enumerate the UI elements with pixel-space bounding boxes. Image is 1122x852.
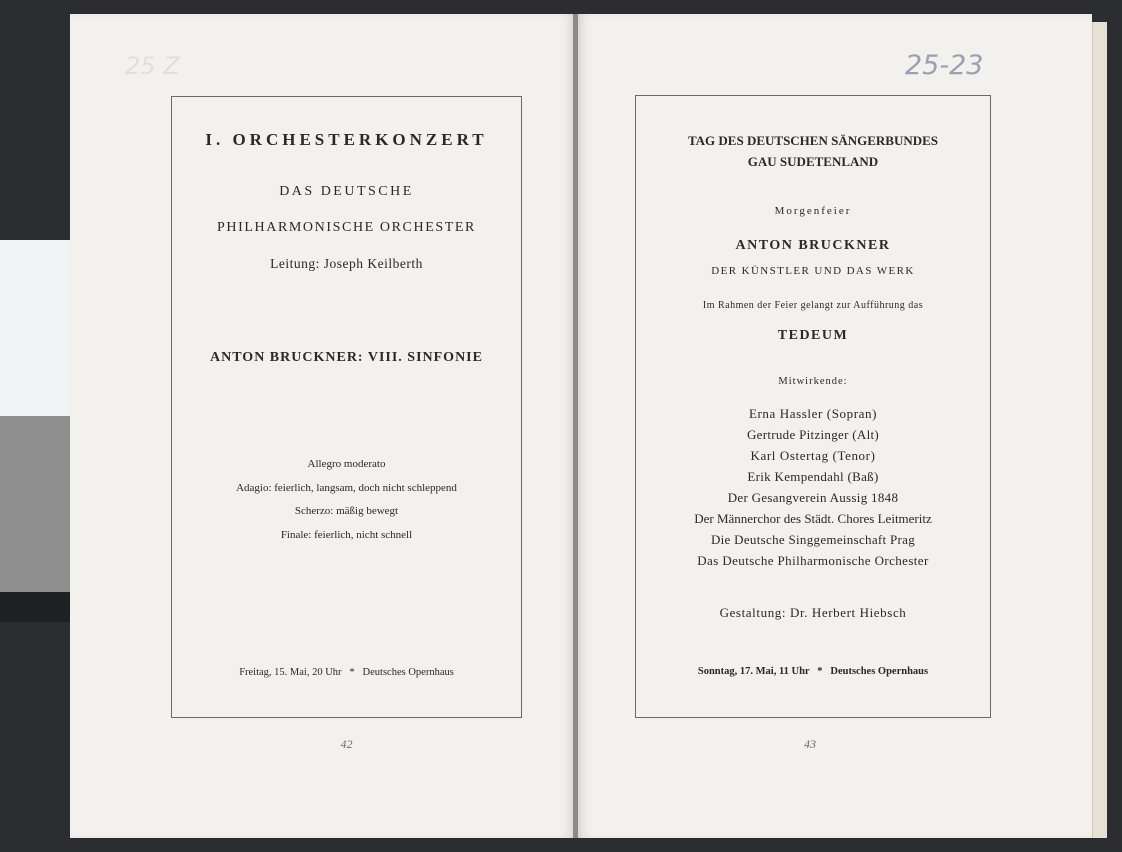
performer-7: Die Deutsche Singgemeinschaft Prag [710, 532, 916, 547]
performer-6: Der Männerchor des Städt. Chores Leitmeritz [694, 511, 932, 526]
theme-line: DER KÜNSTLER UND DAS WERK [711, 265, 915, 277]
conductor-line: Leitung: Joseph Keilberth [270, 256, 423, 271]
intro-line: Im Rahmen der Feier gelangt zur Aufführung das [702, 300, 924, 311]
performer-2: Gertrude Pitzinger (Alt) [746, 427, 880, 442]
performer-4: Erik Kempendahl (Baß) [747, 469, 879, 484]
left-title: I. ORCHESTERKONZERT [205, 130, 488, 149]
card-strip-white [0, 240, 70, 416]
movement-2: Adagio: feierlich, langsam, doch nicht schleppend [236, 482, 457, 494]
left-footer: Freitag, 15. Mai, 20 Uhr * Deutsches Opernhaus [239, 667, 454, 678]
movement-4: Finale: feierlich, nicht schnell [280, 529, 413, 541]
movement-1: Allegro moderato [307, 458, 386, 470]
subtitle-morgenfeier: Morgenfeier [774, 205, 852, 217]
left-page-number: 42 [340, 737, 353, 751]
right-title-line-1: TAG DES DEUTSCHEN SÄNGERBUNDES [687, 133, 939, 148]
right-page-number: 43 [804, 737, 816, 751]
right-footer: Sonntag, 17. Mai, 11 Uhr * Deutsches Opernhaus [697, 666, 929, 677]
performer-8: Das Deutsche Philharmonische Orchester [697, 553, 929, 568]
left-work-title: ANTON BRUCKNER: VIII. SINFONIE [210, 350, 483, 365]
card-strip-gray [0, 416, 70, 592]
page-edge [1092, 22, 1107, 838]
tedeum-title: TEDEUM [777, 328, 849, 343]
performers-label: Mitwirkende: [778, 376, 848, 387]
orchestra-line-2: PHILHARMONISCHE ORCHESTER [217, 220, 476, 235]
performer-1: Erna Hassler (Sopran) [748, 406, 878, 421]
orchestra-line-1: DAS DEUTSCHE [279, 184, 414, 199]
right-pencil-mark: 25-23 [905, 50, 984, 81]
book-gutter [573, 14, 578, 838]
right-title-line-2: GAU SUDETENLAND [747, 154, 879, 169]
left-pencil-mark: 25 Z [125, 52, 180, 80]
movement-3: Scherzo: mäßig bewegt [294, 505, 399, 517]
composer-name: ANTON BRUCKNER [735, 238, 891, 253]
performer-5: Der Gesangverein Aussig 1848 [727, 490, 899, 505]
performer-3: Karl Ostertag (Tenor) [750, 448, 876, 463]
card-strip-dark [0, 592, 70, 622]
direction-line: Gestaltung: Dr. Herbert Hiebsch [719, 605, 907, 620]
